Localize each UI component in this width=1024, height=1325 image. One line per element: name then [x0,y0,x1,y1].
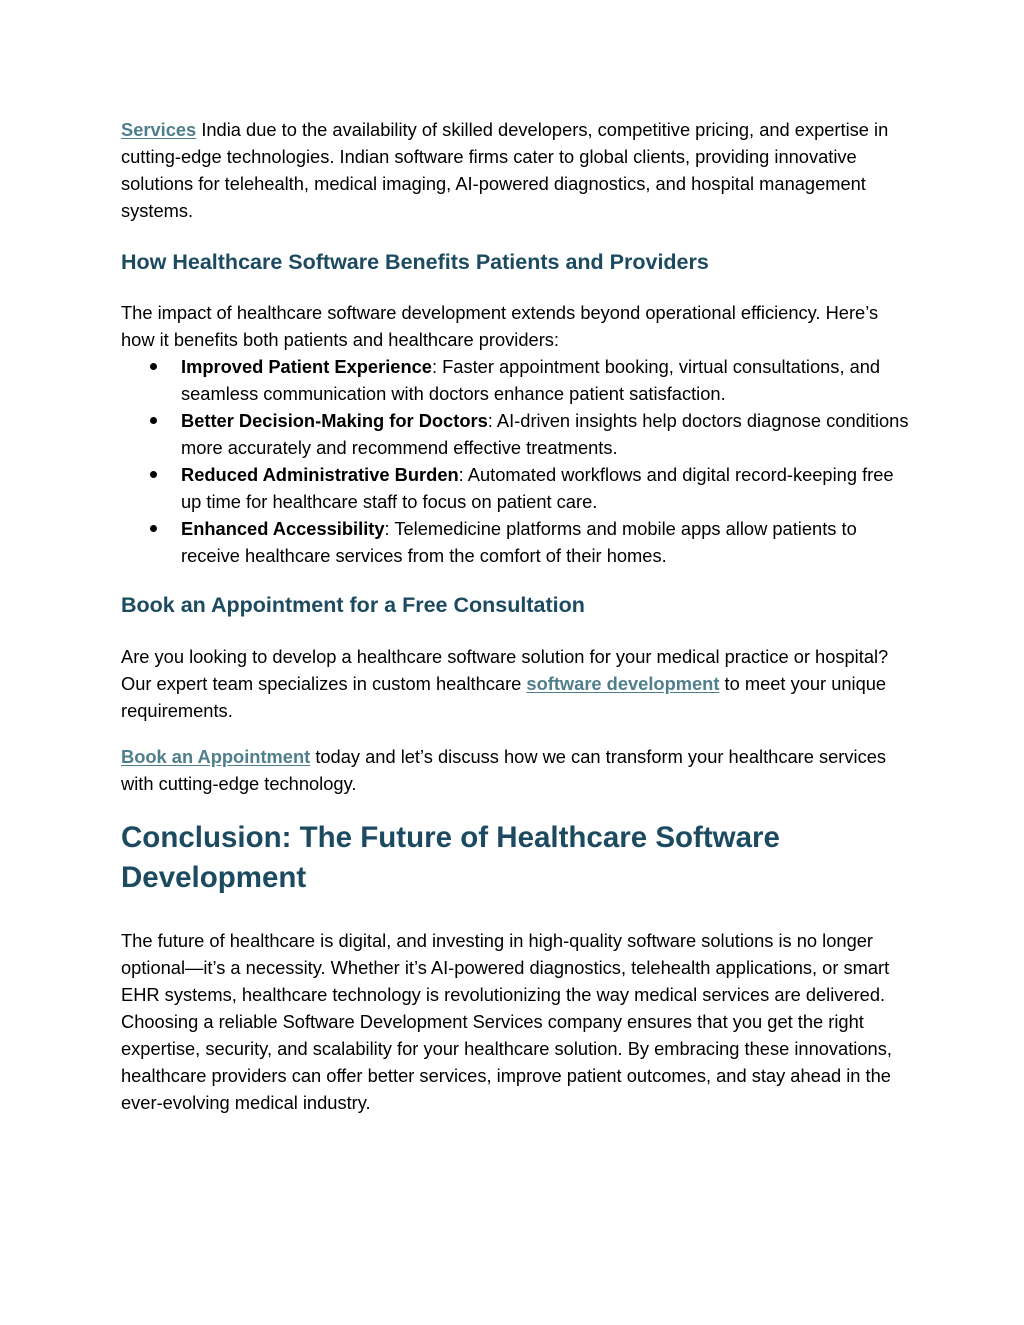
document-page [121,116,911,1116]
benefits-intro: The impact of healthcare software development extends beyond operational efficiency. Here’s how it benefits both patients and healthcare providers: [121,302,879,350]
benefits-heading: How Healthcare Software Benefits Patients and Providers [121,250,709,274]
list-item-title: Improved Patient Experience [181,356,432,377]
book-text: today and let’s discuss how we can transform your healthcare services with cutting-edge technology. [121,746,887,794]
appointment-heading: Book an Appointment for a Free Consultation [121,593,585,617]
book-appointment-link[interactable]: Book an Appointment [121,746,311,767]
bullet-icon [150,525,157,532]
conclusion-paragraph: The future of healthcare is digital, and investing in high-quality software solutions is no longer optional—it’s a necessity. Whether it’s AI-powered diagnostics, telehealth applications, or smart EHR systems, healthcare technology is revolutionizing the way medical services are delivered. Choosing a reliable Software Development Services company ensures that you get the right expertise, security, and scalability for your healthcare solution. By embracing these innovations, healthcare providers can offer better services, improve patient outcomes, and stay ahead in the ever-evolving medical industry. [121,930,892,1113]
benefits-list [121,353,911,569]
bullet-icon [150,471,157,478]
book-paragraph [121,743,911,797]
list-item-text: : Faster appointment booking, virtual consultations, and seamless communication with doctors enhance patient satisfaction. [181,356,881,404]
services-link[interactable]: Services [121,119,197,140]
software-development-link[interactable]: software development [526,673,720,694]
list-item-text: : AI-driven insights help doctors diagnose conditions more accurately and recommend effective treatments. [181,410,909,458]
list-item [121,353,911,407]
conclusion-heading [121,818,911,898]
list-item [121,515,911,569]
intro-text: India due to the availability of skilled developers, competitive pricing, and expertise in cutting-edge technologies. Indian software firms cater to global clients, providing innovative solutions for telehealth, medical imaging, AI-powered diagnostics, and hospital management systems. [121,119,889,221]
conclusion-heading-line2: Development [121,861,307,894]
list-item [121,461,911,515]
list-item-title: Better Decision-Making for Doctors [181,410,488,431]
appointment-text-after: to meet your unique requirements. [121,673,887,721]
list-item-text: : Telemedicine platforms and mobile apps allow patients to receive healthcare services from the comfort of their homes. [181,518,857,566]
intro-paragraph [121,116,911,224]
conclusion-heading-line1: Conclusion: The Future of Healthcare Software [121,821,780,854]
list-item-title: Reduced Administrative Burden [181,464,459,485]
list-item-text: : Automated workflows and digital record-keeping free up time for healthcare staff to focus on patient care. [181,464,894,512]
appointment-paragraph [121,643,911,724]
list-item [121,407,911,461]
bullet-icon [150,417,157,424]
appointment-text-before: Are you looking to develop a healthcare software solution for your medical practice or hospital? Our expert team specializes in custom healthcare [121,646,889,694]
bullet-icon [150,363,157,370]
list-item-title: Enhanced Accessibility [181,518,385,539]
